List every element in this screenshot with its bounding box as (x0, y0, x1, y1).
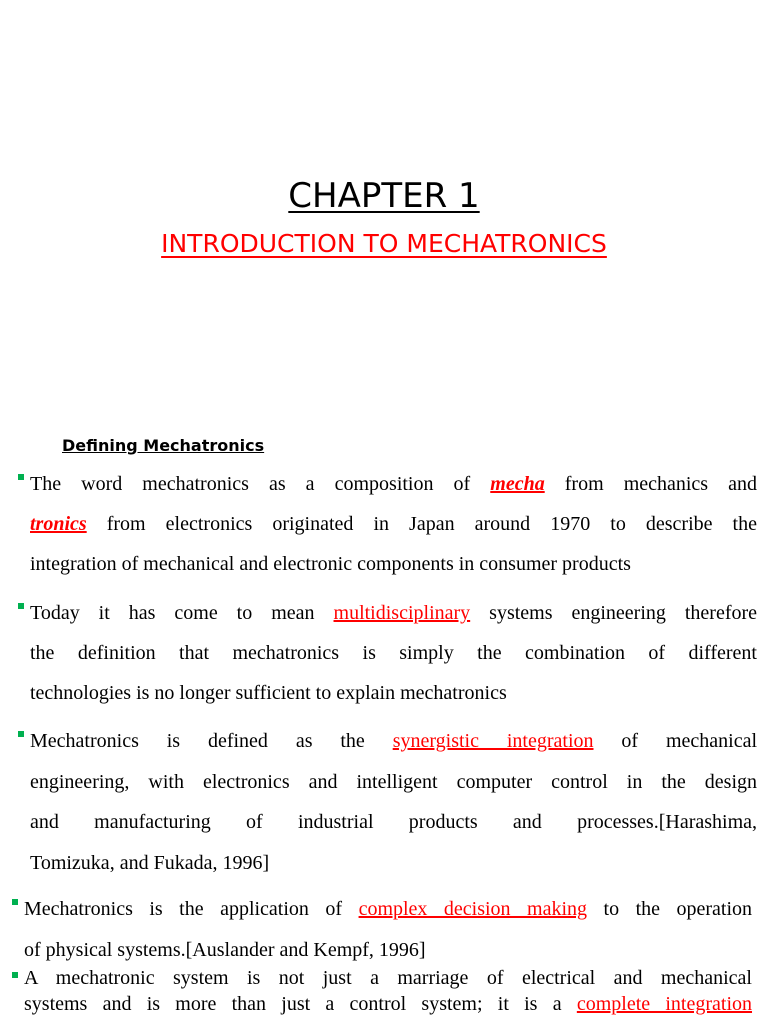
bullet-3-text-1: Mechatronics is defined as the (30, 730, 365, 752)
bullet-3-text-5: Tomizuka, and Fukada, 1996] (30, 851, 270, 874)
keyword-multidisciplinary: multidisciplinary (333, 602, 471, 624)
bullet-3-text-4: and manufacturing of industrial products and processes.[Harashima, (30, 811, 757, 833)
bullet-5-line-2 (24, 991, 752, 1017)
keyword-complete-integration: complete integration (576, 993, 753, 1015)
bullet-2-text-4: technologies is no longer sufficient to explain mechatronics (30, 682, 507, 704)
bullet-3-text-2: of mechanical (621, 730, 758, 752)
bullet-1-text-4: integration of mechanical and electronic components in consumer products (30, 553, 631, 575)
keyword-complex-decision-making: complex decision making (358, 898, 588, 920)
bullet-4-text-1: Mechatronics is the application of (24, 898, 343, 920)
bullet-3-line-1 (30, 721, 757, 762)
bullet-marker-icon (18, 731, 24, 737)
bullet-3-line-3 (30, 802, 757, 843)
bullet-1-line-2 (30, 504, 757, 544)
bullet-marker-icon (18, 474, 24, 480)
bullet-1-text-2: from mechanics and (564, 473, 758, 495)
keyword-mecha: mecha (490, 473, 545, 495)
bullet-2-text-3: the definition that mechatronics is simply the combination of different (30, 642, 757, 664)
bullet-4 (24, 889, 752, 971)
bullet-1 (30, 464, 757, 584)
bullet-marker-icon (18, 603, 24, 609)
bullet-4-text-2: to the operation (603, 898, 753, 920)
bullet-5-text-1: A mechatronic system is not just a marriage of electrical and mechanical (24, 967, 752, 989)
chapter-subtitle: INTRODUCTION TO MECHATRONICS (161, 229, 607, 258)
bullet-4-text-3: of physical systems.[Auslander and Kempf, 1996] (24, 939, 426, 961)
bullet-2-line-2 (30, 633, 757, 673)
chapter-title: CHAPTER 1 (288, 176, 480, 216)
bullet-marker-icon (12, 972, 18, 978)
bullet-3-line-2 (30, 762, 757, 803)
bullet-2-text-1: Today it has come to mean (30, 602, 315, 624)
bullet-2 (30, 593, 757, 713)
bullet-2-line-3 (30, 673, 757, 713)
bullet-1-text-1: The word mechatronics as a composition of (30, 473, 471, 495)
section-heading: Defining Mechatronics (62, 436, 265, 455)
bullet-2-text-2: systems engineering therefore (489, 602, 758, 624)
bullet-marker-icon (12, 899, 18, 905)
bullet-3-line-4 (30, 843, 757, 884)
keyword-synergistic-integration: synergistic integration (392, 730, 594, 752)
bullet-3-text-3: engineering, with electronics and intelligent computer control in the design (30, 770, 757, 793)
bullet-2-line-1 (30, 593, 757, 633)
bullet-3 (30, 721, 757, 883)
bullet-1-line-3 (30, 544, 757, 584)
bullet-5-line-1 (24, 965, 752, 991)
bullet-4-line-1 (24, 889, 752, 930)
bullet-5-text-2: systems and is more than just a control system; it is a (24, 993, 562, 1015)
keyword-tronics: tronics (30, 513, 87, 535)
bullet-5 (24, 965, 752, 1017)
bullet-1-line-1 (30, 464, 757, 504)
bullet-1-text-3: from electronics originated in Japan around 1970 to describe the (106, 513, 757, 535)
